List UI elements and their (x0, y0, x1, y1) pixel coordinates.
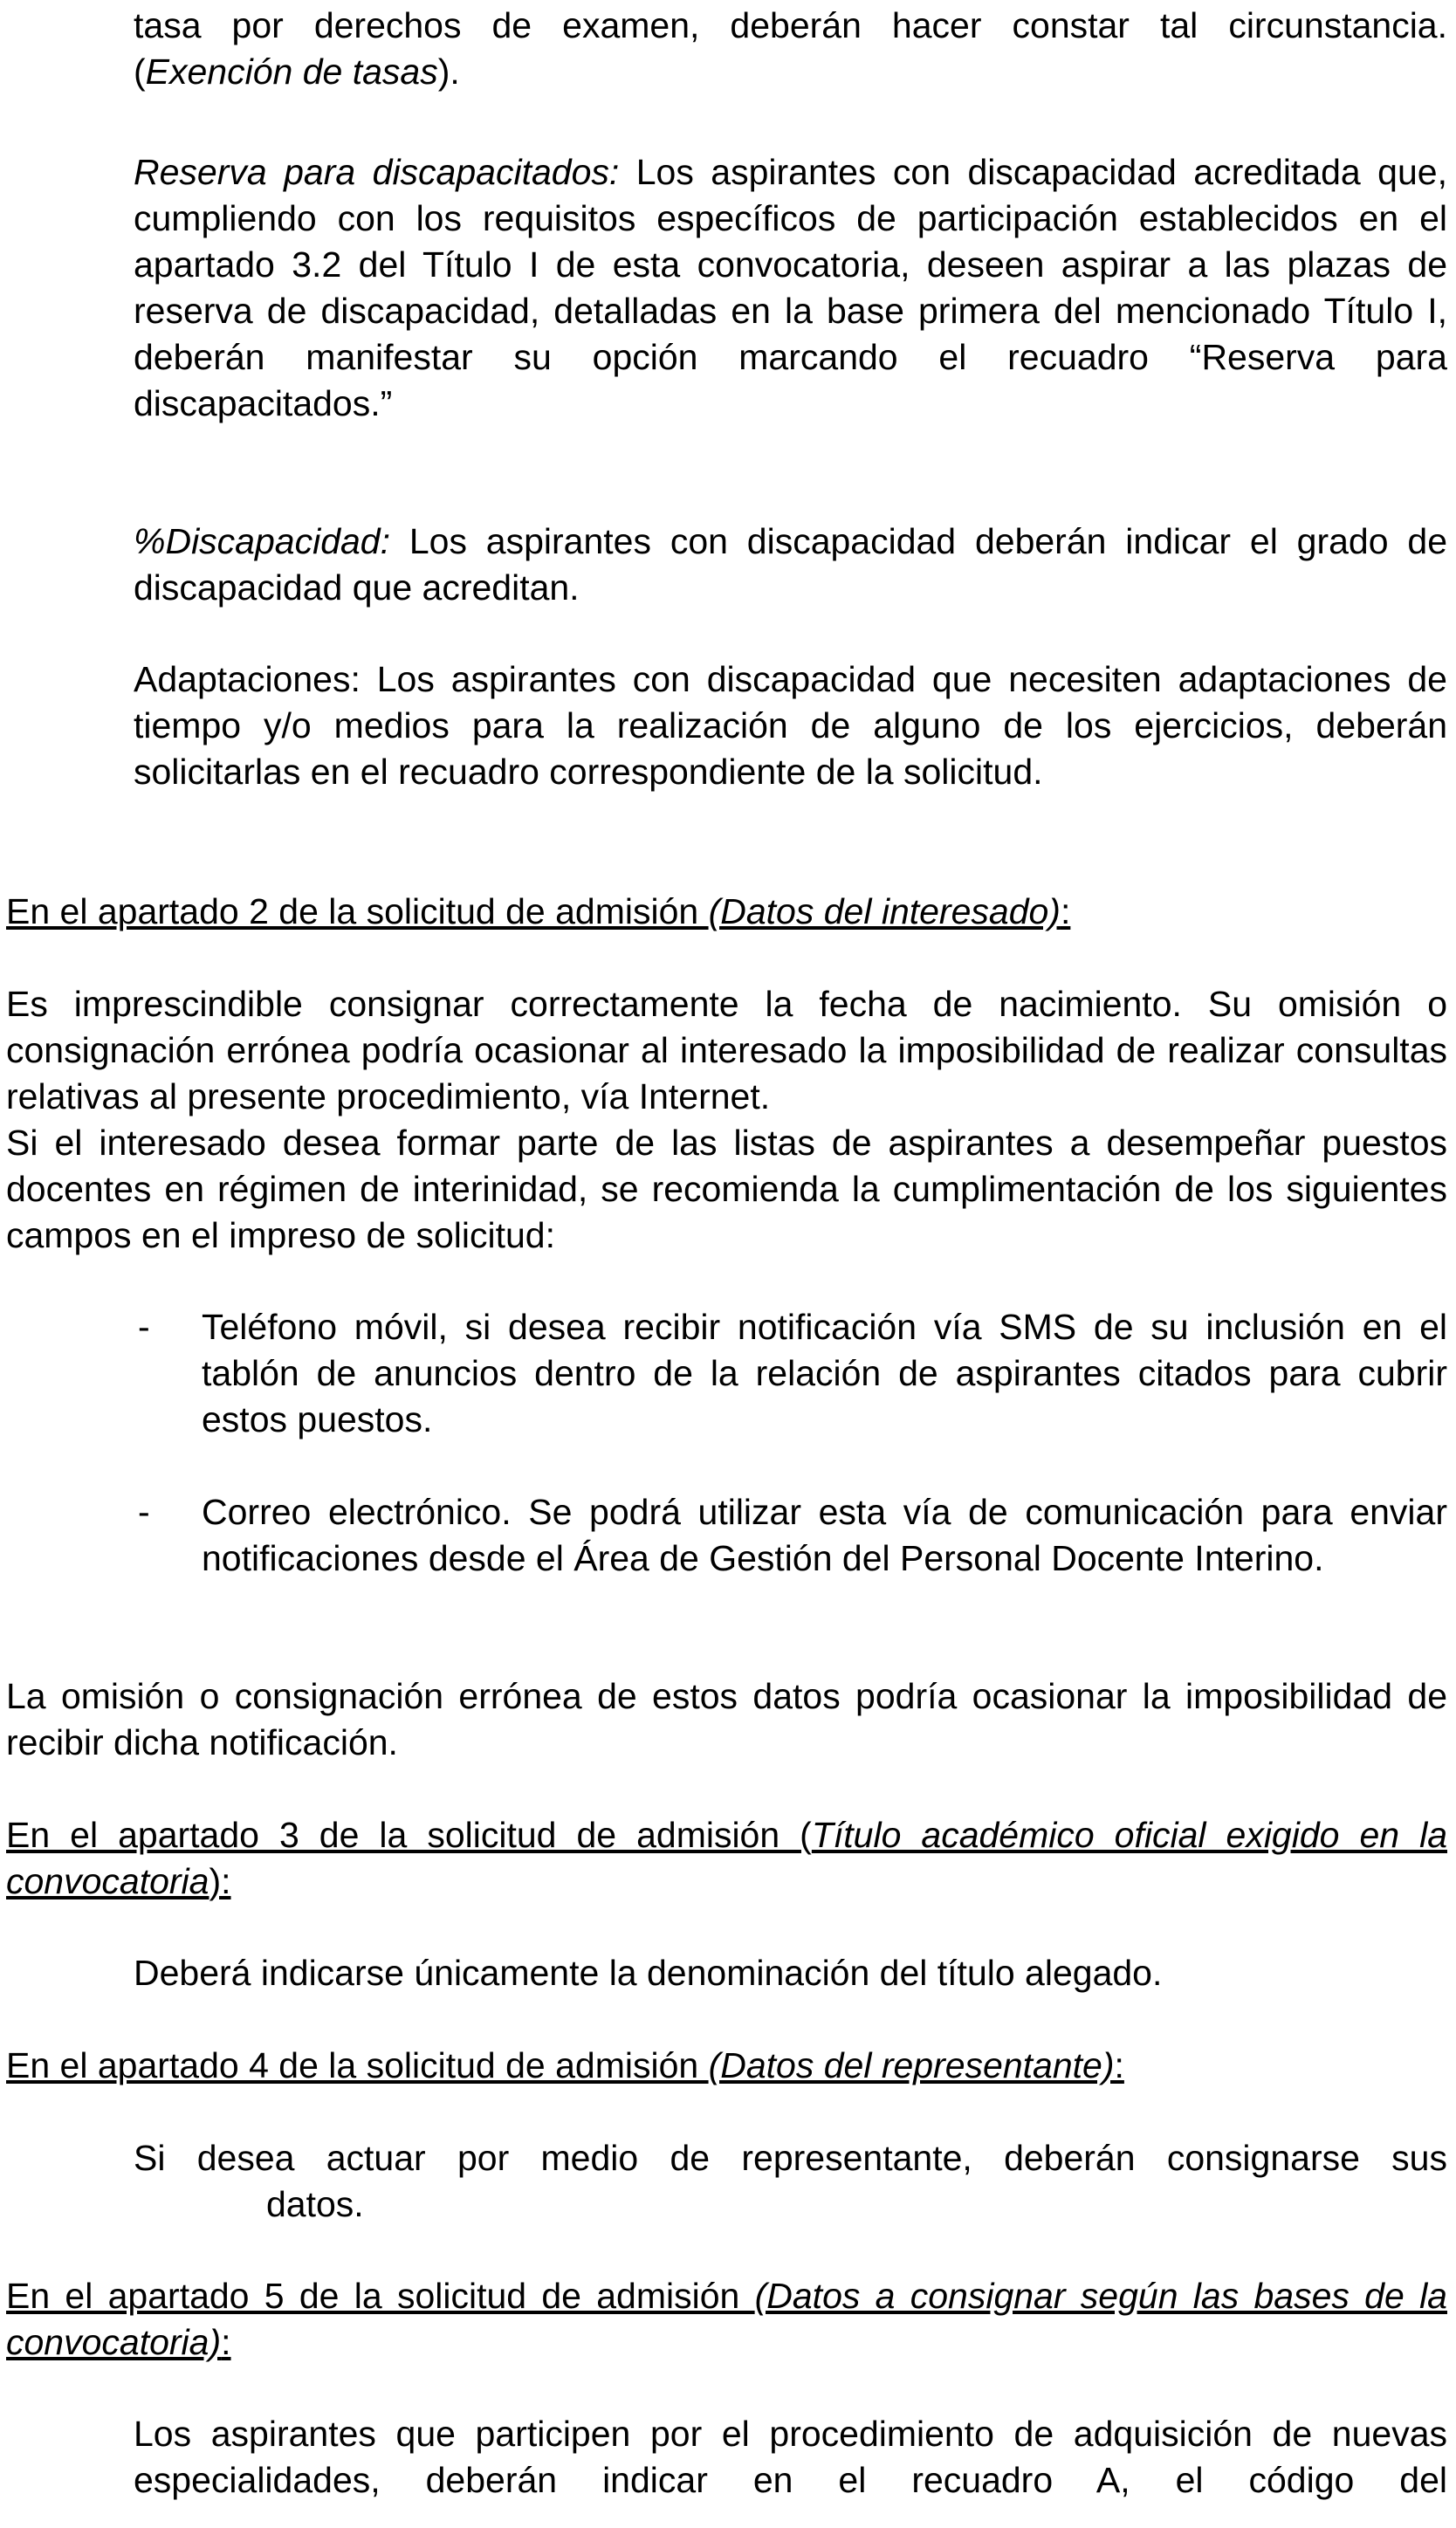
exencion-line-1: tasa por derechos de examen, deberán hacer constar tal circunstancia. (134, 5, 1447, 45)
bullet-dash-2: - (138, 1492, 150, 1532)
representante-line-1: Si desea actuar por medio de representante, deberán consignarse sus (134, 2138, 1447, 2178)
bullet-dash-1: - (138, 1307, 150, 1347)
titulo-paragraph: Deberá indicarse únicamente la denominación del título alegado. (134, 1953, 1163, 1993)
reserva-paragraph: Reserva para discapacitados: Los aspirantes con discapacidad acreditada que, cumpliendo con los requisitos específicos de participación establecidos en el apartado 3.2 del Título I de esta convocatoria, deseen aspirar a las plazas de reserva de discapacidad, detalladas en la base primera del mencionado Título I, deberán manifestar su opción marcando el recuadro “Reserva para discapacitados.” (134, 152, 1447, 423)
representante-line-2: datos. (266, 2184, 364, 2224)
adaptaciones-paragraph: Adaptaciones: Los aspirantes con discapacidad que necesiten adaptaciones de tiempo y/o medios para la realización de alguno de los ejercicios, deberán solicitarlas en el recuadro correspondiente de la solicitud. (134, 659, 1447, 792)
bullet-telefono: Teléfono móvil, si desea recibir notificación vía SMS de su inclusión en el tablón de anuncios dentro de la relación de aspirantes citados para cubrir estos puestos. (202, 1307, 1447, 1439)
heading-apartado-4: En el apartado 4 de la solicitud de admisión (Datos del representante): (6, 2045, 1124, 2085)
listas-paragraph: Si el interesado desea formar parte de las listas de aspirantes a desempeñar puestos docentes en régimen de interinidad, se recomienda la cumplimentación de los siguientes campos en el impreso de solicitud: (6, 1123, 1447, 1255)
discapacidad-label: %Discapacidad: (134, 521, 390, 561)
fecha-paragraph: Es imprescindible consignar correctamente la fecha de nacimiento. Su omisión o consignación errónea podría ocasionar al interesado la imposibilidad de realizar consultas relativas al presente procedimiento, vía Internet. (6, 984, 1447, 1116)
reserva-label: Reserva para discapacitados: (134, 152, 620, 192)
discapacidad-paragraph: %Discapacidad: Los aspirantes con discapacidad deberán indicar el grado de discapacidad que acreditan. (134, 521, 1447, 608)
heading-apartado-3: En el apartado 3 de la solicitud de admisión (Título académico oficial exigido en la convocatoria): (6, 1815, 1447, 1901)
exencion-line-2: (Exención de tasas). (134, 52, 460, 92)
aspirantes-paragraph: Los aspirantes que participen por el procedimiento de adquisición de nuevas especialidades, deberán indicar en el recuadro A, el código del (134, 2414, 1447, 2500)
exencion-paragraph (134, 3, 1447, 95)
representante-paragraph (134, 2135, 1447, 2228)
omision-paragraph: La omisión o consignación errónea de estos datos podría ocasionar la imposibilidad de recibir dicha notificación. (6, 1676, 1447, 1762)
bullet-correo: Correo electrónico. Se podrá utilizar esta vía de comunicación para enviar notificaciones desde el Área de Gestión del Personal Docente Interino. (202, 1492, 1447, 1578)
heading-apartado-5: En el apartado 5 de la solicitud de admisión (Datos a consignar según las bases de la convocatoria): (6, 2276, 1447, 2362)
heading-apartado-2: En el apartado 2 de la solicitud de admisión (Datos del interesado): (6, 891, 1071, 931)
